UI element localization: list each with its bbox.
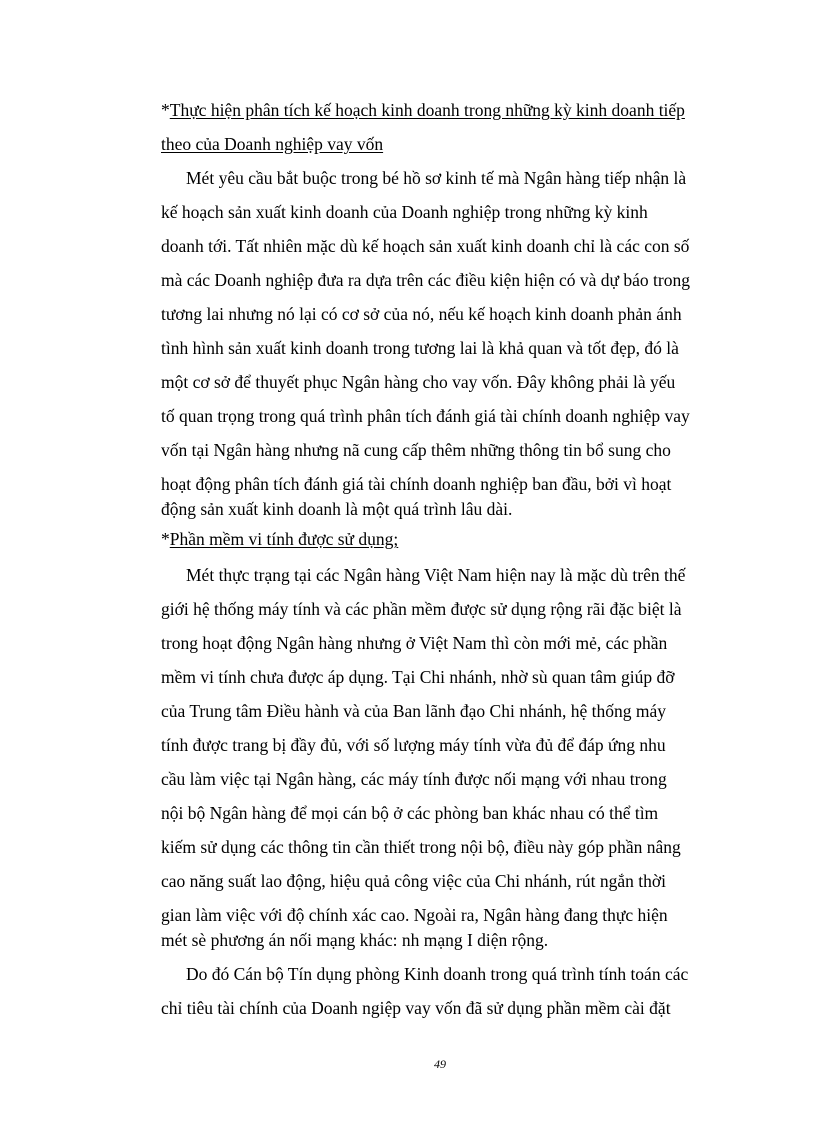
paragraph-line: nội bộ Ngân hàng để mọi cán bộ ở các phòng ban khác nhau có thể tìm (161, 803, 659, 823)
paragraph-line: mét sè phương án nối mạng khác: nh mạng I diện rộng. (161, 930, 549, 950)
paragraph-line: hoạt động phân tích đánh giá tài chính doanh nghiệp ban đầu, bởi vì hoạt (161, 474, 672, 494)
paragraph-line: tính được trang bị đầy đủ, với số lượng máy tính vừa đủ để đáp ứng nhu (161, 735, 666, 755)
paragraph-line: mà các Doanh nghiệp đưa ra dựa trên các điều kiện hiện có và dự báo trong (161, 270, 690, 290)
paragraph-line: Do đó Cán bộ Tín dụng phòng Kinh doanh trong quá trình tính toán các (186, 964, 689, 984)
paragraph-line: cầu làm việc tại Ngân hàng, các máy tính được nối mạng với nhau trong (161, 769, 667, 789)
heading-bullet: * (161, 100, 170, 120)
paragraph-line: kiếm sử dụng các thông tin cần thiết trong nội bộ, điều này góp phần nâng (161, 837, 681, 857)
paragraph-line: Mét yêu cầu bắt buộc trong bé hồ sơ kinh tế mà Ngân hàng tiếp nhận là (186, 168, 687, 188)
paragraph-line: một cơ sở để thuyết phục Ngân hàng cho vay vốn. Đây không phải là yếu (161, 372, 676, 392)
paragraph-line: kế hoạch sản xuất kinh doanh của Doanh nghiệp trong những kỳ kinh (161, 202, 648, 222)
paragraph-line: của Trung tâm Điều hành và của Ban lãnh đạo Chi nhánh, hệ thống máy (161, 701, 666, 721)
heading-text: Phần mềm vi tính được sử dụng; (169, 529, 399, 549)
page-number: 49 (434, 1057, 446, 1071)
paragraph-line: tương lai nhưng nó lại có cơ sở của nó, nếu kế hoạch kinh doanh phản ánh (161, 304, 682, 324)
paragraph-line: tố quan trọng trong quá trình phân tích đánh giá tài chính doanh nghiệp vay (161, 406, 690, 426)
heading-bullet: * (161, 529, 170, 549)
paragraph-line: chỉ tiêu tài chính của Doanh ngiệp vay vốn đã sử dụng phần mềm cài đặt (161, 998, 671, 1018)
paragraph-line: tình hình sản xuất kinh doanh trong tương lai là khả quan và tốt đẹp, đó là (161, 338, 679, 358)
heading-text: Thực hiện phân tích kế hoạch kinh doanh trong những kỳ kinh doanh tiếp (169, 100, 685, 120)
paragraph-line: gian làm việc với độ chính xác cao. Ngoài ra, Ngân hàng đang thực hiện (161, 905, 668, 925)
section-heading-business-plan-cont: theo của Doanh nghiệp vay vốn (161, 134, 384, 154)
section-heading-software (161, 529, 398, 549)
section-heading-business-plan (161, 100, 685, 120)
paragraph-line: vốn tại Ngân hàng nhưng nã cung cấp thêm những thông tin bổ sung cho (161, 440, 671, 460)
paragraph-line: mềm vi tính chưa được áp dụng. Tại Chi nhánh, nhờ sù quan tâm giúp đỡ (161, 667, 675, 687)
paragraph-line: Mét thực trạng tại các Ngân hàng Việt Nam hiện nay là mặc dù trên thế (186, 565, 686, 585)
paragraph-line: doanh tới. Tất nhiên mặc dù kế hoạch sản xuất kinh doanh chỉ là các con số (161, 236, 690, 256)
paragraph-line: động sản xuất kinh doanh là một quá trình lâu dài. (161, 499, 513, 519)
paragraph-line: giới hệ thống máy tính và các phần mềm được sử dụng rộng rãi đặc biệt là (161, 599, 682, 619)
paragraph-line: trong hoạt động Ngân hàng nhưng ở Việt Nam thì còn mới mẻ, các phần (161, 633, 668, 653)
paragraph-line: cao năng suất lao động, hiệu quả công việc của Chi nhánh, rút ngắn thời (161, 871, 666, 891)
